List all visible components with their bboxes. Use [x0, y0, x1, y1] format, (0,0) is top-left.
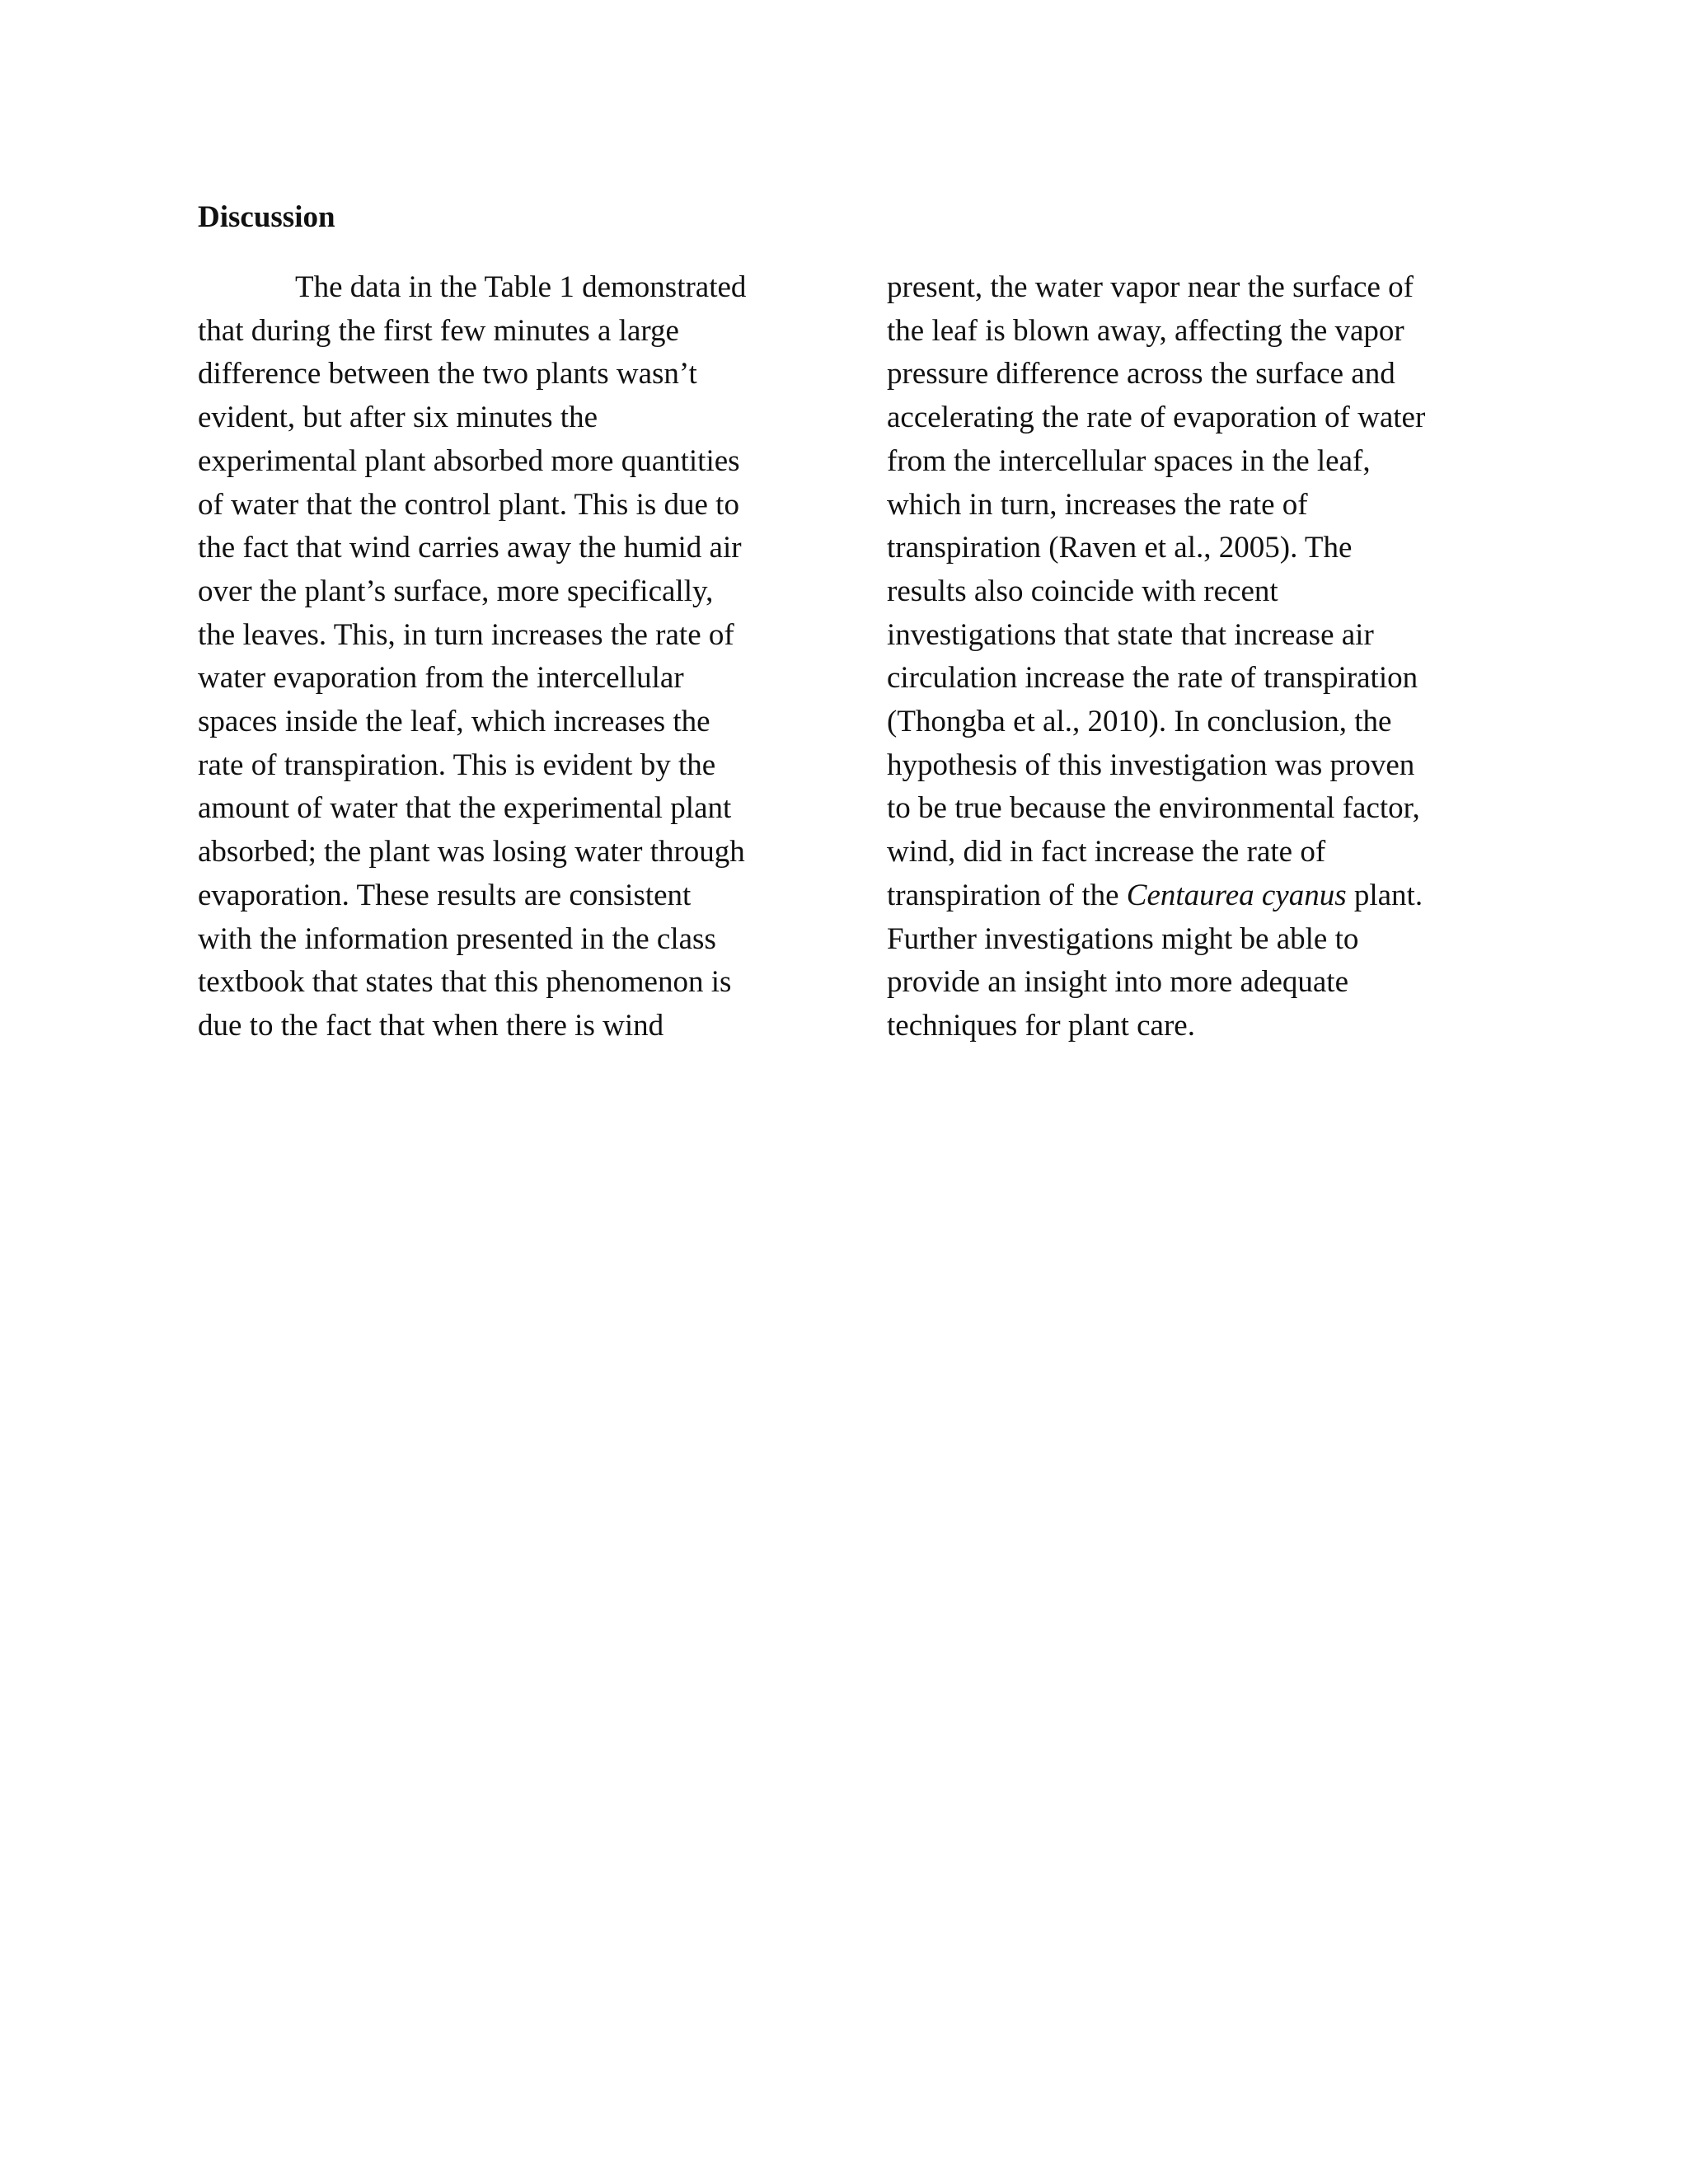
text-line: present, the water vapor near the surface of — [887, 270, 1414, 304]
text-line: transpiration (Raven et al., 2005). The — [887, 531, 1353, 565]
text-line: circulation increase the rate of transpiration — [887, 661, 1418, 696]
text-line: provide an insight into more adequate — [887, 965, 1348, 1000]
species-text-line — [887, 874, 1513, 918]
text-line: amount of water that the experimental plant — [198, 791, 732, 826]
text-line: pressure difference across the surface and — [887, 357, 1395, 391]
text-line: textbook that states that this phenomenon is — [198, 965, 732, 1000]
text-line: of water that the control plant. This is due to — [198, 487, 739, 522]
text-line: that during the first few minutes a large — [198, 313, 679, 348]
text-line: which in turn, increases the rate of — [887, 487, 1308, 522]
text-line: over the plant’s surface, more specifically, — [198, 574, 714, 608]
text-line: rate of transpiration. This is evident by the — [198, 748, 716, 782]
text-line: from the intercellular spaces in the leaf, — [887, 443, 1371, 478]
text-line: the leaves. This, in turn increases the rate of — [198, 617, 734, 652]
text-line: results also coincide with recent — [887, 574, 1278, 608]
text-line: investigations that state that increase air — [887, 617, 1374, 652]
left-text-column — [198, 266, 824, 1048]
text-line: the fact that wind carries away the humid air — [198, 531, 742, 565]
text-line: techniques for plant care. — [887, 1008, 1195, 1043]
right-text-column — [887, 266, 1513, 1048]
species-line-after: plant. — [1346, 878, 1423, 912]
text-line: the leaf is blown away, affecting the vapor — [887, 313, 1404, 348]
species-line-before: transpiration of the — [887, 878, 1127, 912]
text-line: with the information presented in the class — [198, 921, 716, 956]
section-heading: Discussion — [198, 200, 335, 234]
text-line: hypothesis of this investigation was proven — [887, 748, 1415, 782]
text-line: evaporation. These results are consistent — [198, 878, 692, 912]
text-line: water evaporation from the intercellular — [198, 661, 684, 696]
text-line: experimental plant absorbed more quantities — [198, 443, 740, 478]
text-line: due to the fact that when there is wind — [198, 1008, 664, 1043]
text-line: The data in the Table 1 demonstrated — [295, 270, 747, 304]
text-line: accelerating the rate of evaporation of water — [887, 401, 1426, 435]
text-line: difference between the two plants wasn’t — [198, 357, 697, 391]
text-line: (Thongba et al., 2010). In conclusion, the — [887, 705, 1392, 739]
text-line: wind, did in fact increase the rate of — [887, 835, 1326, 869]
species-name: Centaurea cyanus — [1126, 878, 1347, 912]
text-line: Further investigations might be able to — [887, 921, 1359, 956]
text-line: absorbed; the plant was losing water through — [198, 835, 745, 869]
text-line: to be true because the environmental factor, — [887, 791, 1420, 826]
text-line: evident, but after six minutes the — [198, 401, 598, 435]
text-line: spaces inside the leaf, which increases the — [198, 705, 710, 739]
